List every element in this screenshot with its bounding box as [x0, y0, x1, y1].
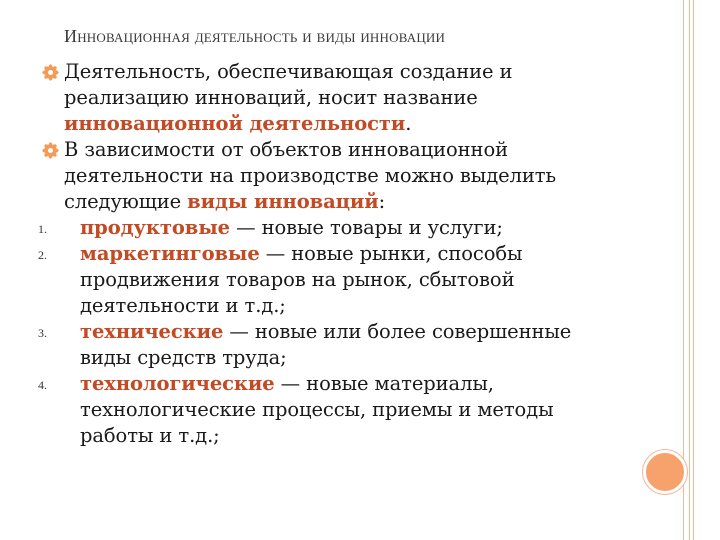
text-line — [64, 86, 478, 110]
slide-title: Инновационная деятельность и виды инновации — [64, 26, 446, 46]
text-line — [64, 112, 411, 136]
highlighted-term: технические — [80, 320, 224, 343]
highlighted-term: технологические — [80, 372, 275, 395]
text-line — [64, 164, 556, 188]
text-segment: Деятельность, обеспечивающая создание и — [64, 60, 513, 83]
text-segment: — новые или более совершенные — [223, 320, 572, 343]
text-line — [64, 60, 512, 84]
text-segment: — новые товары и услуги; — [229, 216, 503, 239]
text-line — [64, 138, 508, 162]
highlighted-term: инновационной деятельности — [64, 112, 406, 135]
list-number: 3. — [38, 326, 47, 340]
flower-bullet-icon — [42, 142, 59, 159]
text-line — [80, 320, 571, 344]
list-number: 1. — [38, 222, 47, 236]
text-line — [80, 294, 286, 318]
text-segment: работы и т.д.; — [80, 424, 220, 447]
list-number: 4. — [38, 378, 47, 392]
text-line — [80, 268, 514, 292]
text-segment: : — [378, 190, 386, 213]
text-segment: деятельности на производстве можно выделить — [64, 164, 556, 187]
text-line — [80, 346, 287, 370]
text-segment: — новые материалы, — [274, 372, 494, 395]
text-segment: технологические процессы, приемы и методы — [80, 398, 554, 421]
text-segment: В зависимости от объектов инновационной — [64, 138, 508, 161]
highlighted-term: маркетинговые — [80, 242, 260, 265]
text-line — [80, 242, 522, 266]
text-segment: — новые рынки, способы — [259, 242, 523, 265]
text-segment: следующие — [64, 190, 188, 213]
text-line — [80, 424, 220, 448]
text-line — [80, 398, 554, 422]
flower-bullet-icon — [42, 64, 59, 81]
text-segment: продвижения товаров на рынок, сбытовой — [80, 268, 515, 291]
text-segment: . — [405, 112, 412, 135]
text-segment: виды средств труда; — [80, 346, 287, 369]
text-line — [64, 190, 385, 214]
text-segment: деятельности и т.д.; — [80, 294, 286, 317]
list-number: 2. — [38, 248, 47, 262]
text-segment: реализацию инноваций, носит название — [64, 86, 478, 109]
text-line — [80, 216, 503, 240]
highlighted-term: продуктовые — [80, 216, 230, 239]
highlighted-term: виды инноваций — [187, 190, 379, 213]
text-line — [80, 372, 494, 396]
